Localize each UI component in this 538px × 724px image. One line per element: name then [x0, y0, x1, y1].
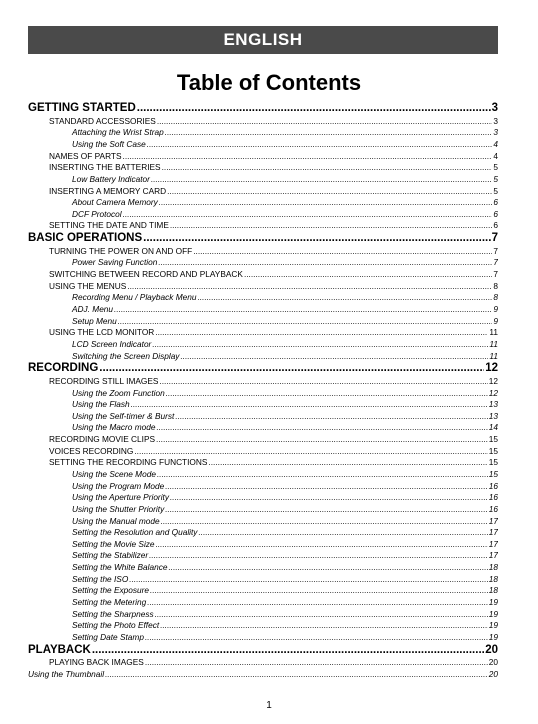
- toc-entry-title: Low Battery Indicator: [72, 173, 150, 184]
- dot-leader: [127, 281, 492, 293]
- toc-entry-page: 4: [493, 138, 498, 149]
- toc-topic-row: [28, 422, 498, 434]
- dot-leader: [92, 644, 484, 658]
- toc-entry-title: SETTING THE DATE AND TIME: [49, 220, 169, 231]
- toc-entry-title: Using the Soft Case: [72, 138, 146, 149]
- dot-leader: [160, 620, 488, 632]
- toc-entry-title: Setup Menu: [72, 315, 117, 326]
- dot-leader: [99, 362, 484, 376]
- toc-entry-title: Using the Self-timer & Burst: [72, 410, 175, 421]
- dot-leader: [150, 585, 488, 597]
- toc-entry-title: Setting the White Balance: [72, 562, 168, 573]
- toc-topic-row: [28, 492, 498, 504]
- toc-topic-row: [28, 209, 498, 221]
- dot-leader: [131, 399, 488, 411]
- dot-leader: [147, 139, 493, 151]
- toc-entry-page: 17: [488, 527, 498, 538]
- toc-subsection-row: [28, 657, 498, 669]
- toc-entry-title: Setting the Exposure: [72, 585, 150, 596]
- toc-topic-row: [28, 127, 498, 139]
- toc-entry-page: 13: [488, 399, 498, 410]
- toc-entry-page: 7: [493, 269, 498, 280]
- toc-entry-title: Setting the Metering: [72, 597, 147, 608]
- toc-topic-row: [28, 632, 498, 644]
- toc-entry-title: ADJ. Menu: [72, 303, 114, 314]
- toc-entry-page: 13: [488, 410, 498, 421]
- toc-topic-row: [28, 669, 498, 681]
- toc-section-row: [28, 644, 498, 658]
- toc-entry-page: 7: [493, 245, 498, 256]
- toc-subsection-row: [28, 269, 498, 281]
- dot-leader: [155, 609, 488, 621]
- dot-leader: [156, 434, 488, 446]
- toc-entry-title: GETTING STARTED: [28, 102, 136, 114]
- dot-leader: [158, 257, 492, 269]
- toc-topic-row: [28, 197, 498, 209]
- toc-entry-page: 19: [488, 597, 498, 608]
- toc-entry-page: 12: [485, 362, 498, 375]
- dot-leader: [151, 174, 492, 186]
- dot-leader: [145, 657, 488, 669]
- dot-leader: [162, 162, 493, 174]
- toc-entry-title: NAMES OF PARTS: [49, 150, 122, 161]
- dot-leader: [159, 197, 493, 209]
- dot-leader: [193, 246, 492, 258]
- toc-entry-page: 19: [488, 608, 498, 619]
- language-banner: ENGLISH: [28, 26, 498, 54]
- toc-entry-page: 15: [488, 469, 498, 479]
- toc-topic-row: [28, 481, 498, 493]
- dot-leader: [180, 351, 488, 363]
- toc-entry-page: 19: [488, 631, 498, 642]
- dot-leader: [105, 669, 488, 681]
- toc-entry-page: 5: [493, 173, 498, 184]
- dot-leader: [175, 411, 487, 423]
- toc-entry-title: Using the Flash: [72, 399, 130, 410]
- toc-topic-row: [28, 469, 498, 481]
- toc-topic-row: [28, 174, 498, 186]
- dot-leader: [129, 574, 487, 586]
- page-title: Table of Contents: [176, 70, 362, 95]
- dot-leader: [167, 186, 492, 198]
- toc-entry-title: SETTING THE RECORDING FUNCTIONS: [49, 457, 208, 468]
- toc-entry-title: Switching the Screen Display: [72, 350, 180, 361]
- dot-leader: [165, 127, 493, 139]
- toc-entry-title: RECORDING: [28, 362, 99, 375]
- toc-entry-title: PLAYING BACK IMAGES: [49, 657, 144, 668]
- toc-topic-row: [28, 504, 498, 516]
- toc-subsection-row: [28, 162, 498, 174]
- toc-entry-page: 3: [493, 115, 498, 126]
- toc-entry-page: 15: [488, 457, 498, 468]
- toc-subsection-row: [28, 434, 498, 446]
- toc-entry-title: Setting Date Stamp: [72, 631, 144, 642]
- dot-leader: [159, 376, 487, 388]
- toc-subsection-row: [28, 151, 498, 163]
- dot-leader: [157, 116, 493, 128]
- toc-entry-title: Using the Scene Mode: [72, 469, 156, 479]
- dot-leader: [165, 504, 488, 516]
- toc-subsection-row: [28, 376, 498, 388]
- toc-entry-title: PLAYBACK: [28, 643, 91, 656]
- toc-entry-title: Setting the Stabilizer: [72, 550, 149, 561]
- toc-entry-title: TURNING THE POWER ON AND OFF: [49, 245, 193, 256]
- dot-leader: [118, 316, 493, 328]
- toc-subsection-row: [28, 116, 498, 128]
- toc-entry-title: INSERTING THE BATTERIES: [49, 162, 161, 173]
- dot-leader: [147, 597, 488, 609]
- toc-entry-page: 7: [493, 257, 498, 268]
- page-number: 1: [266, 700, 272, 711]
- toc-entry-title: Recording Menu / Playback Menu: [72, 292, 197, 303]
- toc-entry-page: 19: [488, 620, 498, 631]
- toc-subsection-row: [28, 327, 498, 339]
- toc-entry-page: 14: [488, 422, 498, 433]
- toc-entry-page: 8: [493, 292, 498, 303]
- dot-leader: [145, 632, 488, 644]
- toc-topic-row: [28, 539, 498, 551]
- toc-topic-row: [28, 585, 498, 597]
- dot-leader: [123, 209, 493, 221]
- toc-entry-page: 3: [491, 102, 498, 114]
- toc-entry-page: 11: [489, 338, 498, 349]
- toc-entry-page: 15: [488, 434, 498, 445]
- dot-leader: [244, 269, 492, 281]
- toc-entry-title: STANDARD ACCESSORIES: [49, 115, 156, 126]
- toc-entry-page: 20: [488, 668, 498, 679]
- toc-entry-page: 9: [493, 303, 498, 314]
- dot-leader: [168, 562, 487, 574]
- toc-entry-page: 6: [493, 208, 498, 219]
- toc-entry-title: USING THE LCD MONITOR: [49, 327, 155, 338]
- toc-topic-row: [28, 620, 498, 632]
- toc-entry-page: 15: [488, 445, 498, 456]
- toc-topic-row: [28, 574, 498, 586]
- dot-leader: [157, 469, 488, 481]
- toc-entry-page: 8: [493, 280, 498, 291]
- toc-entry-page: 12: [488, 387, 498, 398]
- toc-topic-row: [28, 399, 498, 411]
- toc-entry-title: Using the Program Mode: [72, 480, 165, 491]
- toc-topic-row: [28, 304, 498, 316]
- toc-entry-page: 11: [489, 327, 498, 338]
- toc-topic-row: [28, 351, 498, 363]
- toc-topic-row: [28, 339, 498, 351]
- toc-topic-row: [28, 388, 498, 400]
- toc-entry-title: Using the Manual mode: [72, 515, 160, 526]
- toc-entry-title: VOICES RECORDING: [49, 445, 134, 456]
- toc-entry-page: 7: [491, 232, 498, 245]
- dot-leader: [156, 539, 488, 551]
- toc-entry-title: RECORDING MOVIE CLIPS: [49, 434, 156, 445]
- dot-leader: [114, 304, 492, 316]
- toc-subsection-row: [28, 220, 498, 232]
- toc-entry-title: USING THE MENUS: [49, 280, 127, 291]
- dot-leader: [166, 388, 488, 400]
- dot-leader: [161, 516, 488, 528]
- toc-entry-title: Setting the ISO: [72, 573, 129, 584]
- dot-leader: [152, 339, 488, 351]
- dot-leader: [137, 102, 491, 116]
- toc-topic-row: [28, 597, 498, 609]
- dot-leader: [149, 550, 488, 562]
- toc-subsection-row: [28, 457, 498, 469]
- toc-entry-title: Using the Zoom Function: [72, 387, 165, 398]
- toc-entry-title: LCD Screen Indicator: [72, 338, 152, 349]
- toc-entry-page: 5: [493, 185, 498, 196]
- toc-entry-page: 16: [488, 480, 498, 491]
- toc-entry-title: Setting the Resolution and Quality: [72, 527, 198, 538]
- dot-leader: [198, 527, 487, 539]
- toc-topic-row: [28, 257, 498, 269]
- dot-leader: [170, 220, 493, 232]
- toc-entry-page: 18: [488, 573, 498, 584]
- dot-leader: [155, 327, 488, 339]
- dot-leader: [165, 481, 488, 493]
- toc-entry-title: About Camera Memory: [72, 197, 158, 208]
- toc-entry-title: Using the Thumbnail: [28, 668, 105, 679]
- toc-entry-title: Using the Aperture Priority: [72, 492, 169, 503]
- toc-subsection-row: [28, 186, 498, 198]
- dot-leader: [156, 422, 487, 434]
- toc-entry-page: 16: [488, 503, 498, 514]
- dot-leader: [123, 151, 493, 163]
- toc-entry-title: Using the Shutter Priority: [72, 503, 165, 514]
- toc-entry-page: 17: [488, 550, 498, 561]
- toc-topic-row: [28, 316, 498, 328]
- toc-topic-row: [28, 292, 498, 304]
- toc-entry-page: 4: [493, 150, 498, 161]
- table-of-contents: [28, 102, 498, 681]
- toc-entry-title: BASIC OPERATIONS: [28, 232, 143, 245]
- toc-entry-page: 18: [488, 562, 498, 573]
- toc-topic-row: [28, 550, 498, 562]
- toc-topic-row: [28, 411, 498, 423]
- toc-entry-page: 16: [488, 492, 498, 503]
- toc-entry-page: 3: [493, 127, 498, 138]
- toc-entry-title: SWITCHING BETWEEN RECORD AND PLAYBACK: [49, 269, 243, 280]
- dot-leader: [143, 232, 490, 246]
- toc-entry-title: Setting the Sharpness: [72, 608, 154, 619]
- toc-topic-row: [28, 527, 498, 539]
- toc-entry-page: 20: [488, 657, 498, 668]
- toc-entry-title: Power Saving Function: [72, 257, 158, 268]
- dot-leader: [198, 292, 493, 304]
- toc-entry-page: 17: [488, 515, 498, 526]
- dot-leader: [170, 492, 488, 504]
- toc-topic-row: [28, 562, 498, 574]
- toc-subsection-row: [28, 246, 498, 258]
- toc-entry-title: Setting the Movie Size: [72, 538, 155, 549]
- toc-entry-page: 17: [488, 538, 498, 549]
- toc-topic-row: [28, 609, 498, 621]
- toc-entry-title: Using the Macro mode: [72, 422, 156, 433]
- toc-entry-page: 11: [489, 350, 498, 361]
- toc-entry-title: DCF Protocol: [72, 208, 122, 219]
- dot-leader: [208, 457, 487, 469]
- toc-section-row: [28, 362, 498, 376]
- toc-entry-page: 18: [488, 585, 498, 596]
- toc-entry-page: 5: [493, 162, 498, 173]
- toc-topic-row: [28, 139, 498, 151]
- toc-topic-row: [28, 516, 498, 528]
- toc-entry-page: 6: [493, 220, 498, 231]
- toc-entry-title: INSERTING A MEMORY CARD: [49, 185, 167, 196]
- toc-subsection-row: [28, 281, 498, 293]
- toc-section-row: [28, 232, 498, 246]
- toc-entry-title: Setting the Photo Effect: [72, 620, 160, 631]
- dot-leader: [134, 446, 487, 458]
- toc-entry-page: 9: [493, 315, 498, 326]
- toc-entry-title: Attaching the Wrist Strap: [72, 127, 164, 138]
- toc-entry-page: 20: [485, 643, 498, 656]
- toc-subsection-row: [28, 446, 498, 458]
- toc-entry-title: RECORDING STILL IMAGES: [49, 375, 159, 386]
- toc-entry-page: 12: [488, 375, 498, 386]
- toc-section-row: [28, 102, 498, 116]
- toc-entry-page: 6: [493, 197, 498, 208]
